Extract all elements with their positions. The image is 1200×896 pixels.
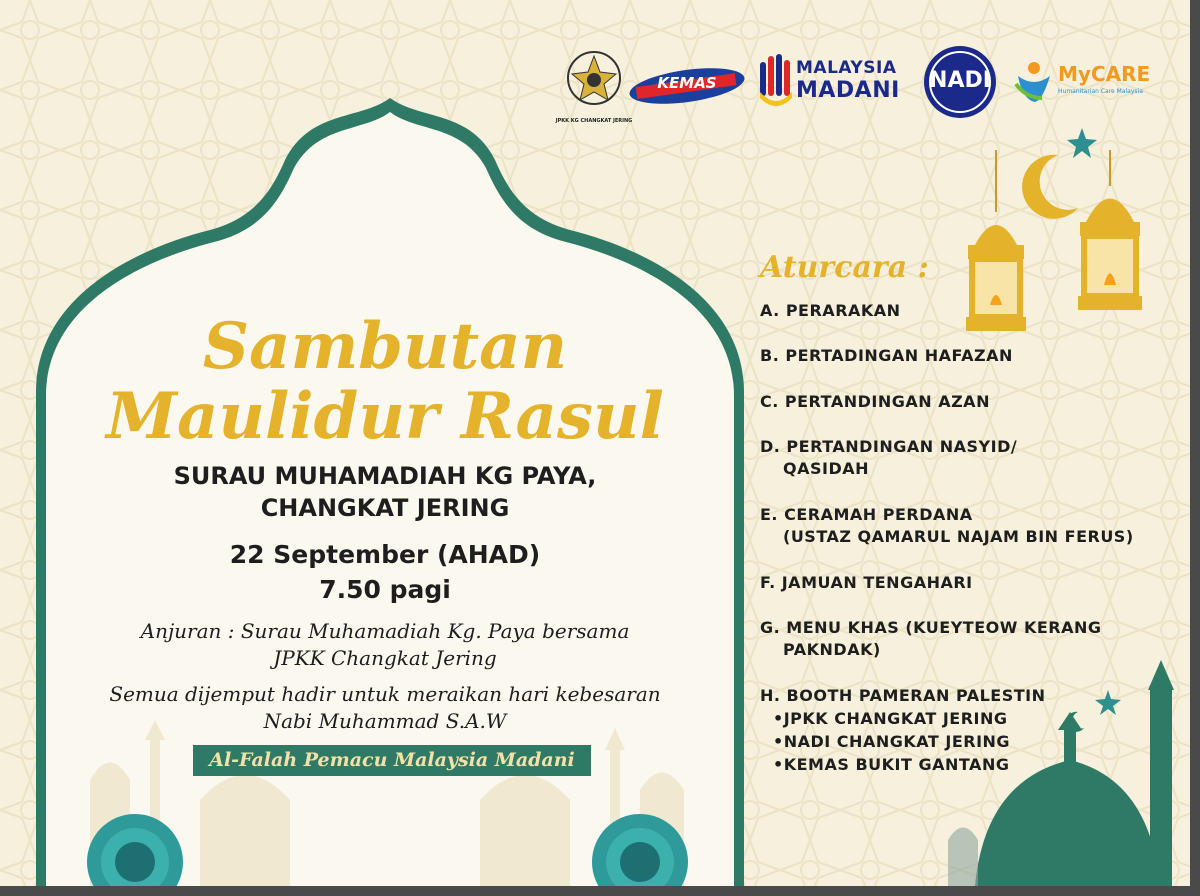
agenda-item-a-text: A. PERARAKAN: [760, 301, 901, 320]
logo-row: [555, 44, 1170, 134]
invite-line2: Nabi Muhammad S.A.W: [263, 709, 507, 733]
mycare-figure-icon: [1012, 58, 1056, 102]
organiser-line1: Anjuran : Surau Muhamadiah Kg. Paya bersama: [140, 619, 630, 643]
agenda-item-e-text-2: (USTAZ QAMARUL NAJAM BIN FERUS): [783, 527, 1134, 546]
venue-line1: SURAU MUHAMADIAH KG PAYA,: [173, 462, 597, 490]
agenda-item-d-text: D. PERTANDINGAN NASYID/: [760, 437, 1018, 456]
venue-line2: CHANGKAT JERING: [260, 494, 510, 522]
agenda-item-c-text: C. PERTANDINGAN AZAN: [760, 392, 990, 411]
malaysia-madani-logo: [758, 52, 910, 112]
agenda-item-g-text-2: PAKNDAK): [783, 640, 881, 659]
agenda-item-a: [760, 300, 901, 322]
agenda-bullet-1: •JPKK CHANGKAT JERING: [773, 709, 1008, 728]
slogan-banner: Al-Falah Pemacu Malaysia Madani: [193, 745, 591, 776]
agenda-bullet-3: •KEMAS BUKIT GANTANG: [773, 755, 1010, 774]
agenda-bullet-2: •NADI CHANGKAT JERING: [773, 732, 1011, 751]
jpkk-crest-icon: [560, 44, 628, 114]
agenda-item-f: [760, 572, 973, 594]
mycare-logo-sub: Humanitarian Care Malaysia: [1058, 88, 1143, 95]
jpkk-logo-text: JPKK KG CHANGKAT JERING: [555, 118, 633, 124]
kemas-logo: [626, 64, 748, 106]
agenda-item-b: [760, 345, 1013, 367]
invite-line1: Semua dijemput hadir untuk meraikan hari kebesaran: [109, 682, 661, 706]
madani-line2: MADANI: [796, 78, 900, 103]
faint-mosque-right: [948, 828, 978, 887]
madani-hand-icon: [758, 52, 794, 108]
agenda-item-g-text: G. MENU KHAS (KUEYTEOW KERANG: [760, 618, 1102, 637]
nadi-logo-text: NADI: [929, 68, 991, 93]
kemas-logo-text: KEMAS: [657, 74, 717, 92]
agenda-item-b-text: B. PERTADINGAN HAFAZAN: [760, 346, 1013, 365]
agenda-item-e-text: E. CERAMAH PERDANA: [760, 505, 973, 524]
agenda-item-f-text: F. JAMUAN TENGAHARI: [760, 573, 973, 592]
event-date: 22 September (AHAD): [229, 540, 541, 569]
agenda-item-h-text: H. BOOTH PAMERAN PALESTIN: [760, 686, 1046, 705]
title-line2: Maulidur Rasul: [106, 379, 664, 454]
title-line1: Sambutan: [202, 309, 568, 384]
agenda-item-d-text-2: QASIDAH: [783, 459, 870, 478]
agenda-item-e: [760, 504, 1134, 548]
jpkk-logo: [555, 44, 633, 126]
page-edge-bottom: [0, 886, 1200, 896]
organiser-line2: JPKK Changkat Jering: [273, 646, 497, 670]
agenda-item-g: [760, 617, 1102, 661]
event-time: 7.50 pagi: [319, 575, 451, 604]
madani-line1: MALAYSIA: [796, 58, 897, 78]
mycare-logo: [1012, 58, 1162, 108]
mycare-logo-text: MyCARE: [1058, 62, 1151, 86]
agenda-item-c: [760, 391, 990, 413]
agenda-item-h: [760, 685, 1046, 776]
page-edge-right: [1190, 0, 1200, 896]
agenda-item-d: [760, 436, 1017, 480]
nadi-logo: [922, 44, 998, 120]
agenda-heading: Aturcara :: [760, 250, 929, 285]
